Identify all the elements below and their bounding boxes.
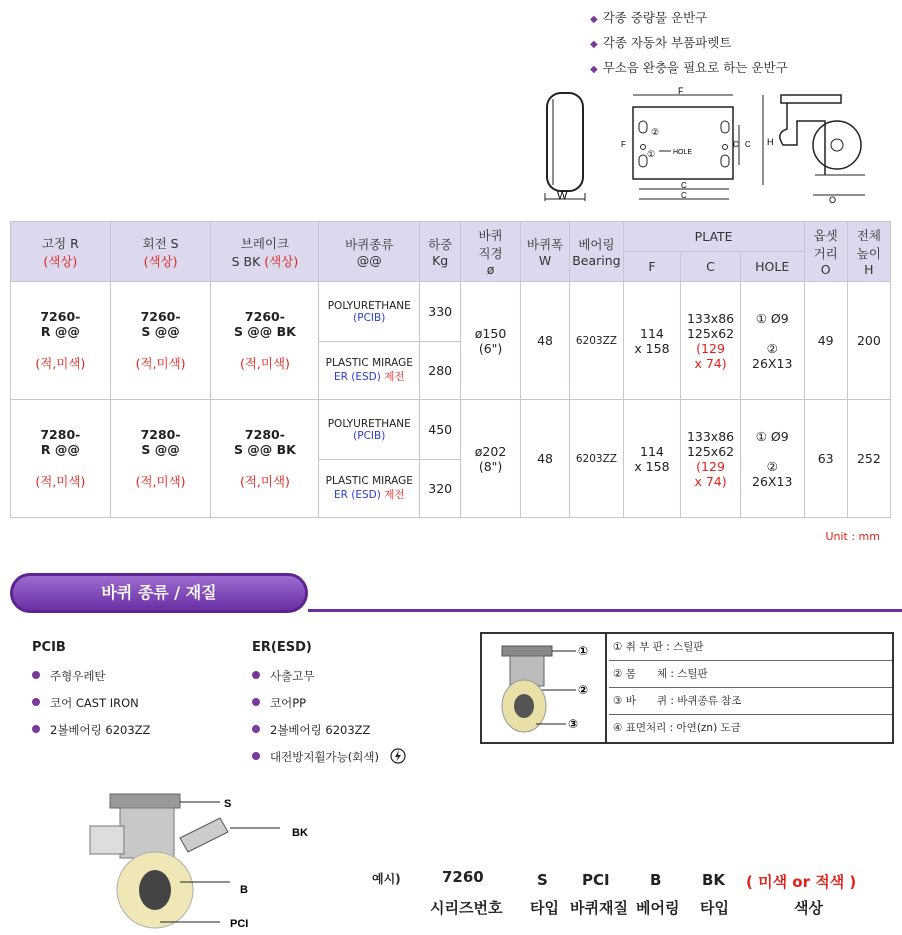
parts-list bbox=[609, 634, 892, 742]
cell-fixed: 7280- R @@ (적,미색) bbox=[11, 400, 111, 518]
svg-text:O: O bbox=[829, 195, 837, 205]
svg-text:C: C bbox=[733, 140, 739, 149]
cell-diameter: ø150 (6") bbox=[461, 282, 521, 400]
material-title: PCIB bbox=[32, 640, 66, 655]
cell-type-pu: POLYURETHANE (PCIB) bbox=[319, 400, 420, 460]
svg-text:F: F bbox=[621, 140, 626, 149]
bullet-dot-icon bbox=[32, 671, 40, 679]
header-height: 전체 높이 H bbox=[847, 222, 890, 282]
list-item: 사출고무 bbox=[252, 663, 409, 690]
caster-parts-image bbox=[482, 634, 607, 742]
unit-note: Unit : mm bbox=[825, 530, 880, 543]
plate-outline bbox=[633, 107, 733, 179]
cell-brake: 7280- S @@ BK (적,미색) bbox=[211, 400, 319, 518]
header-plate: PLATE bbox=[623, 222, 804, 252]
example-code-type: S bbox=[537, 871, 548, 889]
example-label: 시리즈번호 bbox=[430, 899, 503, 917]
section-divider bbox=[308, 609, 902, 612]
list-item: ② 몸 체 : 스틸판 bbox=[609, 661, 892, 688]
header-load: 하중 Kg bbox=[420, 222, 461, 282]
callout-1: ① bbox=[578, 644, 589, 658]
section-header bbox=[10, 573, 902, 613]
cell-plate-f: 114 x 158 bbox=[623, 400, 681, 518]
usage-item: ◆ 각종 자동차 부품파렛트 bbox=[590, 35, 732, 50]
header-bearing: 베어링 Bearing bbox=[570, 222, 623, 282]
diamond-icon: ◆ bbox=[590, 39, 598, 50]
example-label: 바퀴재질 bbox=[570, 899, 628, 917]
cell-diameter: ø202 (8") bbox=[461, 400, 521, 518]
material-er-esd bbox=[252, 640, 409, 771]
cell-load: 280 bbox=[420, 342, 461, 400]
bullet-dot-icon bbox=[252, 698, 260, 706]
example-code-bearing: B bbox=[650, 871, 662, 889]
cell-type-er: PLASTIC MIRAGE ER (ESD) 제전 bbox=[319, 342, 420, 400]
list-item: ④ 표면처리 : 아연(zn) 도금 bbox=[613, 722, 741, 734]
cell-plate-f: 114 x 158 bbox=[623, 282, 681, 400]
section-title: 바퀴 종류 / 재질 bbox=[10, 573, 308, 613]
list-item: 대전방지휠가능(회색) bbox=[252, 744, 409, 771]
svg-text:②: ② bbox=[651, 127, 660, 137]
cell-load: 320 bbox=[420, 460, 461, 518]
example-label: 타입 bbox=[530, 899, 559, 917]
cell-plate-c: 133x86 125x62 (129 x 74) bbox=[681, 282, 741, 400]
cell-fixed: 7260- R @@ (적,미색) bbox=[11, 282, 111, 400]
example-code-brake: BK bbox=[702, 871, 726, 889]
cell-offset: 63 bbox=[804, 400, 847, 518]
cell-bearing: 6203ZZ bbox=[570, 282, 623, 400]
usage-item: ◆ 각종 중량물 운반구 bbox=[590, 10, 708, 25]
example-label: 색상 bbox=[794, 899, 823, 917]
example-color: ( 미색 or 적색 ) bbox=[746, 873, 857, 891]
list-item: 코어PP bbox=[252, 690, 409, 717]
cell-brake: 7260- S @@ BK (적,미색) bbox=[211, 282, 319, 400]
svg-text:C: C bbox=[745, 140, 751, 149]
list-item: 코어 CAST IRON bbox=[32, 690, 150, 717]
cell-bearing: 6203ZZ bbox=[570, 400, 623, 518]
svg-text:C: C bbox=[681, 191, 687, 200]
cell-offset: 49 bbox=[804, 282, 847, 400]
list-item: 2볼베어링 6203ZZ bbox=[32, 717, 150, 744]
list-item: 주형우레탄 bbox=[32, 663, 150, 690]
example-code-series: 7260 bbox=[442, 868, 484, 886]
svg-text:C: C bbox=[681, 181, 687, 190]
material-title: ER(ESD) bbox=[252, 640, 312, 655]
header-swivel: 회전 S (색상) bbox=[110, 222, 211, 282]
wheel-front-outline bbox=[547, 93, 583, 191]
caster-technical-drawing bbox=[535, 85, 895, 213]
callout-2: ② bbox=[578, 683, 589, 697]
bullet-dot-icon bbox=[32, 725, 40, 733]
cell-swivel: 7260- S @@ (적,미색) bbox=[110, 282, 211, 400]
table-row bbox=[11, 282, 891, 342]
header-diameter: 바퀴 직경 ø bbox=[461, 222, 521, 282]
usage-list bbox=[590, 6, 788, 81]
caster-photo bbox=[70, 780, 330, 930]
example-code-material: PCI bbox=[582, 871, 610, 889]
example-prefix: 예시) bbox=[372, 872, 401, 886]
header-plate-hole: HOLE bbox=[740, 252, 804, 282]
dim-f-label: F bbox=[678, 86, 684, 96]
cell-hole: ① Ø9 ② 26X13 bbox=[740, 400, 804, 518]
cell-width: 48 bbox=[520, 282, 569, 400]
cell-load: 330 bbox=[420, 282, 461, 342]
header-brake: 브레이크 S BK (색상) bbox=[211, 222, 319, 282]
cell-height: 252 bbox=[847, 400, 890, 518]
label-pci: PCI bbox=[230, 918, 249, 930]
spec-table bbox=[10, 221, 891, 518]
svg-text:HOLE: HOLE bbox=[673, 149, 693, 156]
header-width: 바퀴폭 W bbox=[520, 222, 569, 282]
label-s: S bbox=[224, 798, 232, 810]
label-b: B bbox=[240, 884, 248, 896]
table-row bbox=[11, 400, 891, 460]
cell-plate-c: 133x86 125x62 (129 x 74) bbox=[681, 400, 741, 518]
bullet-dot-icon bbox=[252, 752, 260, 760]
callout-3: ③ bbox=[568, 717, 579, 731]
wheel-side-outline bbox=[813, 121, 861, 169]
cell-type-pu: POLYURETHANE (PCIB) bbox=[319, 282, 420, 342]
header-wheel-type: 바퀴종류 @@ bbox=[319, 222, 420, 282]
list-item: ③ 바 퀴 : 바퀴종류 참조 bbox=[609, 688, 892, 715]
cell-hole: ① Ø9 ② 26X13 bbox=[740, 282, 804, 400]
parts-box bbox=[480, 632, 894, 744]
bullet-dot-icon bbox=[252, 725, 260, 733]
header-fixed: 고정 R (색상) bbox=[11, 222, 111, 282]
bullet-dot-icon bbox=[252, 671, 260, 679]
example-label: 베어링 bbox=[636, 899, 680, 917]
cell-load: 450 bbox=[420, 400, 461, 460]
dim-w-label: W bbox=[557, 190, 568, 202]
cell-type-er: PLASTIC MIRAGE ER (ESD) 제전 bbox=[319, 460, 420, 518]
cell-height: 200 bbox=[847, 282, 890, 400]
header-plate-f: F bbox=[623, 252, 681, 282]
list-item: ① 취 부 판 : 스틸판 bbox=[609, 634, 892, 661]
cell-width: 48 bbox=[520, 400, 569, 518]
header-offset: 옵셋 거리 O bbox=[804, 222, 847, 282]
label-bk: BK bbox=[292, 827, 308, 839]
bullet-dot-icon bbox=[32, 698, 40, 706]
svg-text:①: ① bbox=[647, 149, 656, 159]
example-label: 타입 bbox=[700, 899, 729, 917]
table-header-row bbox=[11, 222, 891, 252]
antistatic-icon bbox=[387, 748, 409, 764]
header-plate-c: C bbox=[681, 252, 741, 282]
list-item: 2볼베어링 6203ZZ bbox=[252, 717, 409, 744]
svg-text:H: H bbox=[767, 137, 774, 147]
usage-item: ◆ 무소음 완충을 필요로 하는 운반구 bbox=[590, 60, 788, 75]
diamond-icon: ◆ bbox=[590, 14, 598, 25]
cell-swivel: 7280- S @@ (적,미색) bbox=[110, 400, 211, 518]
diamond-icon: ◆ bbox=[590, 64, 598, 75]
material-pcib bbox=[32, 640, 150, 744]
